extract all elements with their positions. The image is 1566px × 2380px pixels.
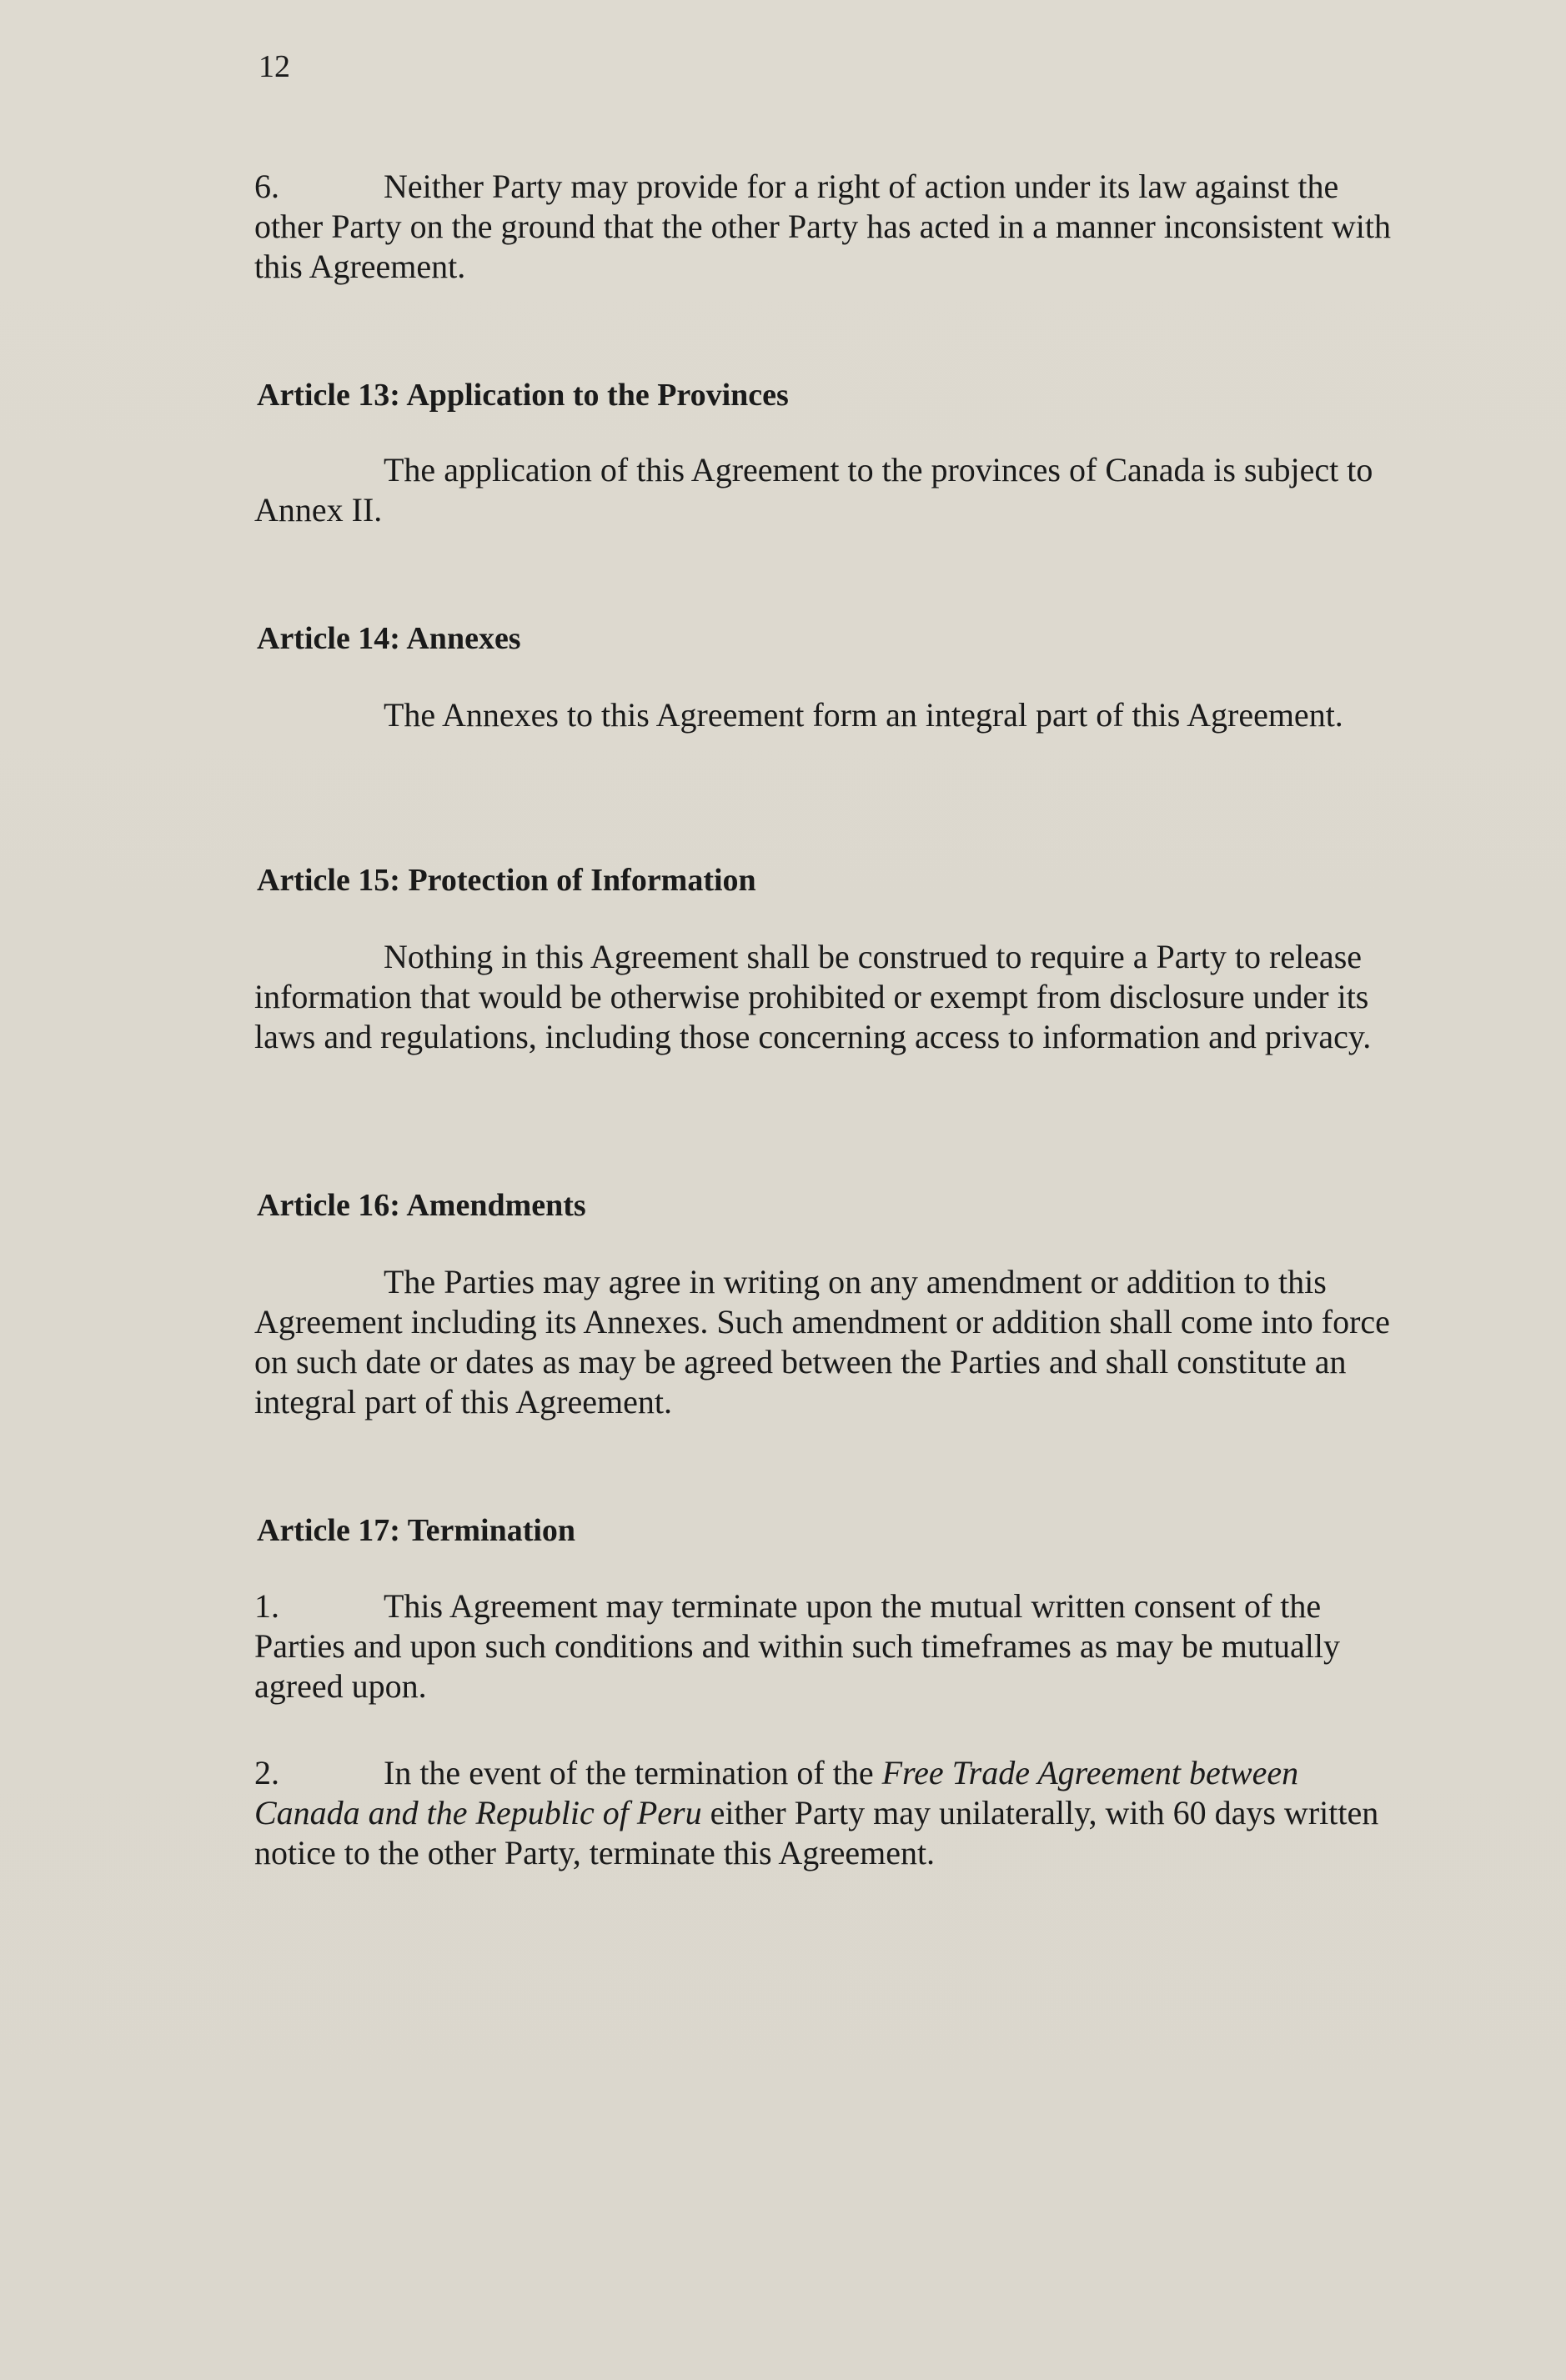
paragraph-text: The Parties may agree in writing on any amendment or addition to this Agreement including its Annexes. Such amendment or addition shall come into force on such date or dates as may be agreed between the Parties and shall constitute an integral part of this Agreement. <box>254 1263 1390 1420</box>
article-17-paragraph-1 <box>254 1586 1405 1706</box>
paragraph-number: 1. <box>254 1587 279 1625</box>
paragraph-text: The application of this Agreement to the provinces of Canada is subject to Annex II. <box>254 451 1373 529</box>
paragraph-text: The Annexes to this Agreement form an integral part of this Agreement. <box>384 696 1343 734</box>
paragraph-text: In the event of the termination of the <box>384 1754 882 1791</box>
article-17-heading: Article 17: Termination <box>257 1513 576 1548</box>
agreement-title-italic: Free Trade Agreement between Canada and the Republic of Peru <box>254 1754 1299 1831</box>
paragraph-text: either Party may unilaterally, with 60 days written notice to the other Party, terminate this Agreement. <box>254 1794 1379 1871</box>
article-13-heading: Article 13: Application to the Provinces <box>257 378 789 413</box>
paragraph-text: Neither Party may provide for a right of action under its law against the other Party on the ground that the other Party has acted in a manner inconsistent with this Agreement. <box>254 168 1391 285</box>
paragraph-number: 6. <box>254 168 279 205</box>
article-14-text <box>254 695 1405 735</box>
article-14-heading: Article 14: Annexes <box>257 621 521 656</box>
article-17-paragraph-2 <box>254 1753 1405 1873</box>
paragraph-number: 2. <box>254 1754 279 1791</box>
article-16-heading: Article 16: Amendments <box>257 1188 586 1223</box>
paragraph-text: Nothing in this Agreement shall be construed to require a Party to release information that would be otherwise prohibited or exempt from disclosure under its laws and regulations, including those concerning access to information and privacy. <box>254 938 1372 1055</box>
article-13-text <box>254 450 1405 530</box>
page-number: 12 <box>258 49 290 84</box>
article-15-text <box>254 937 1405 1057</box>
article-15-heading: Article 15: Protection of Information <box>257 863 756 898</box>
paragraph-text: This Agreement may terminate upon the mutual written consent of the Parties and upon such conditions and within such timeframes as may be mutually agreed upon. <box>254 1587 1340 1705</box>
paragraph-6 <box>254 167 1405 287</box>
article-16-text <box>254 1262 1405 1422</box>
